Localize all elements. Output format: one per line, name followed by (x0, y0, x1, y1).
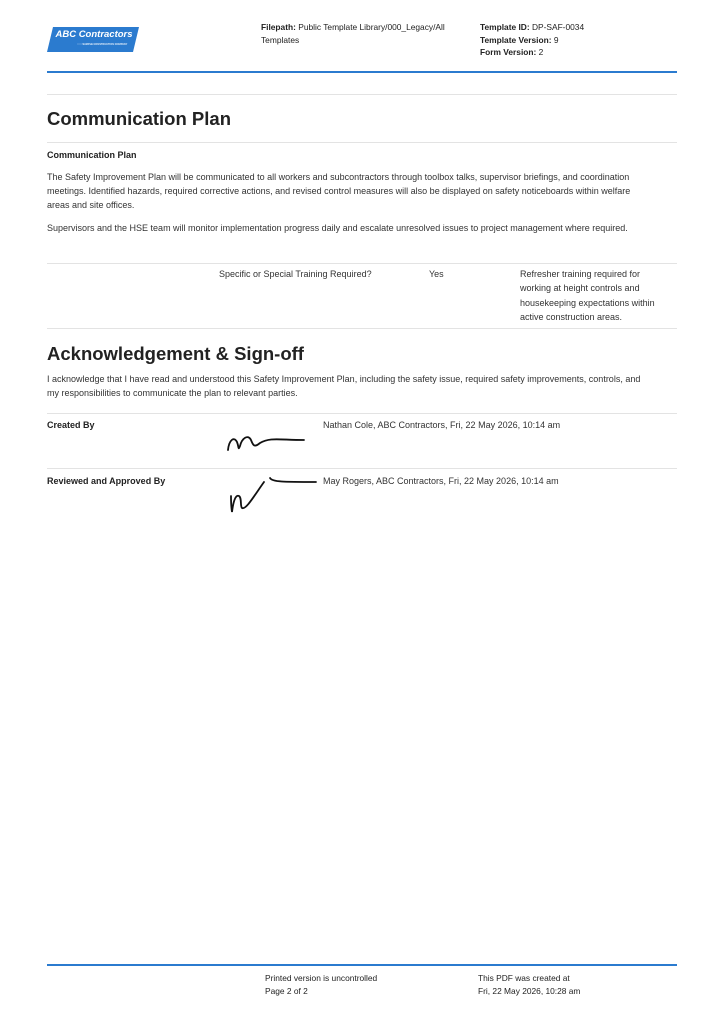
template-meta (480, 21, 680, 59)
filepath-value: Public Template Library/000_Legacy/All Templates (261, 22, 445, 45)
training-answer: Yes (429, 269, 444, 279)
company-logo (47, 26, 139, 53)
communication-paragraph-1: The Safety Improvement Plan will be communicated to all workers and subcontractors through toolbox talks, supervisor briefings, and coordination meetings. Identified hazards, required corrective actions, and revised control measures will also be displayed on safety noticeboards within welfare areas and site offices. (47, 172, 631, 210)
form-version-row (480, 46, 680, 59)
template-id-row (480, 21, 680, 34)
signoff-label: Reviewed and Approved By (47, 476, 166, 486)
signature-drawing (220, 470, 320, 520)
acknowledgement-heading: Acknowledgement & Sign-off (47, 343, 304, 364)
signoff-value: Nathan Cole, ABC Contractors, Fri, 22 May 2026, 10:14 am (323, 420, 561, 430)
created-label: This PDF was created at (478, 973, 570, 983)
acknowledgement-statement: I acknowledge that I have read and understood this Safety Improvement Plan, including the safety issue, required safety improvements, controls, and my responsibilities to communicate the plan to relevant parties. (47, 374, 641, 398)
form-version-value: 2 (538, 47, 544, 58)
signature-image (220, 470, 320, 520)
training-note: Refresher training required for working at height controls and housekeeping expectations within active construction areas. (520, 269, 655, 323)
template-version-value: 9 (553, 34, 559, 45)
signature-drawing (220, 416, 320, 466)
signature-image (220, 416, 320, 466)
section-divider (47, 94, 677, 95)
template-version-row (480, 34, 680, 47)
logo-tagline: SAMPLE CONSTRUCTION COMPANY (82, 43, 128, 46)
training-question: Specific or Special Training Required? (219, 269, 372, 279)
table-divider (47, 263, 677, 264)
communication-paragraph-2: Supervisors and the HSE team will monitor implementation progress daily and escalate unresolved issues to project management where required. (47, 223, 628, 233)
page-number: Page 2 of 2 (265, 986, 308, 996)
logo-name: ABC Contractors (55, 29, 133, 40)
template-version-label: Template Version: (480, 34, 552, 45)
footer-divider (47, 964, 677, 966)
uncontrolled-note: Printed version is uncontrolled (265, 973, 378, 983)
communication-plan-label: Communication Plan (47, 150, 137, 160)
communication-plan-heading: Communication Plan (47, 108, 231, 129)
footer-left (265, 972, 465, 998)
filepath-block (261, 21, 461, 46)
signoff-value: May Rogers, ABC Contractors, Fri, 22 May 2026, 10:14 am (323, 476, 559, 486)
form-version-label: Form Version: (480, 47, 537, 58)
header-divider (47, 71, 677, 73)
created-value: Fri, 22 May 2026, 10:28 am (478, 986, 581, 996)
table-divider (47, 328, 677, 329)
filepath-label: Filepath: (261, 22, 296, 32)
signoff-divider (47, 468, 677, 469)
footer-right (478, 972, 678, 998)
template-id-label: Template ID: (480, 22, 530, 32)
section-divider (47, 142, 677, 143)
signoff-divider (47, 413, 677, 414)
signoff-label: Created By (47, 420, 95, 430)
template-id-value: DP-SAF-0034 (531, 22, 585, 32)
